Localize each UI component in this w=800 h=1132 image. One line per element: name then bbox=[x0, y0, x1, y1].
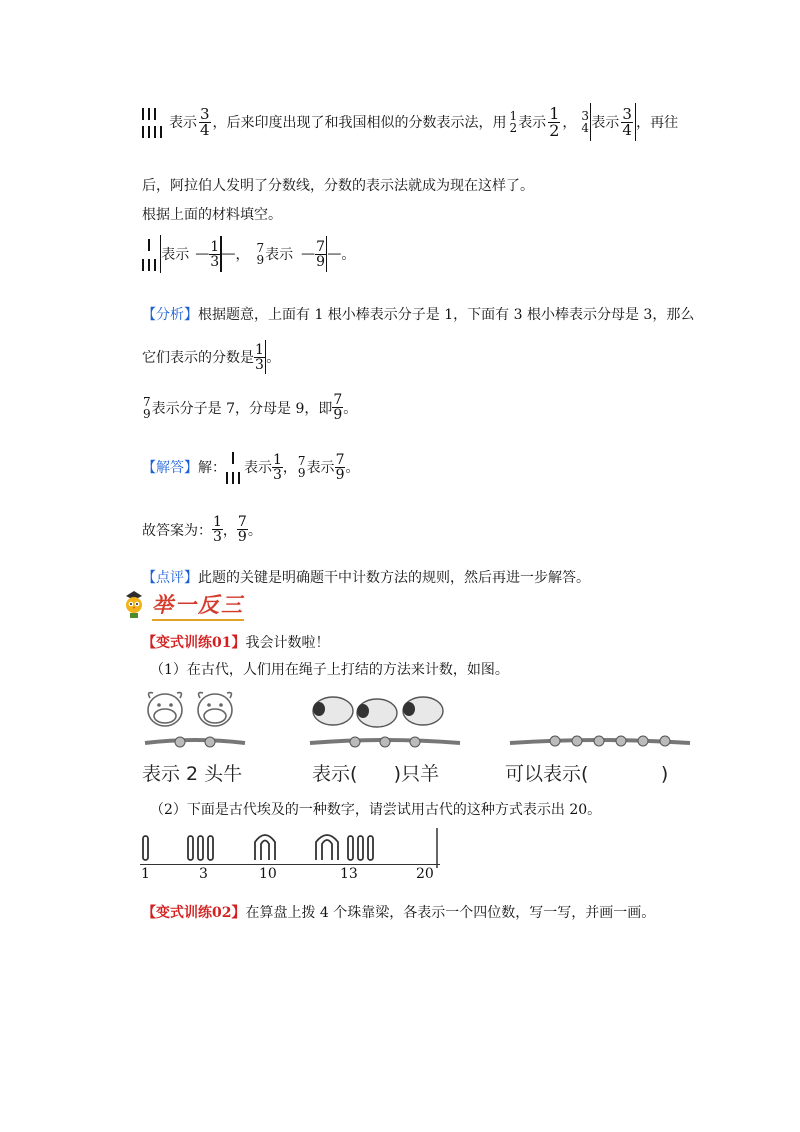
caption-cows: 表示 2 头牛 bbox=[142, 763, 243, 785]
line-2: 后，阿拉伯人发明了分数线，分数的表示法就成为现在这样了。 bbox=[142, 178, 534, 194]
analysis-line-1: 【分析】根据题意，上面有 1 根小棒表示分子是 1，下面有 3 根小棒表示分母是 3，那么 bbox=[142, 307, 695, 323]
exercise-1-q2: （2）下面是古代埃及的一种数字，请尝试用古代的这种方式表示出 20。 bbox=[150, 802, 602, 818]
caption-sheep: 表示( )只羊 bbox=[312, 763, 440, 785]
comment-tag: 【点评】 bbox=[142, 570, 198, 586]
section-title: 举一反三 bbox=[152, 589, 244, 621]
egyptian-numerals-figure bbox=[140, 828, 445, 883]
exercise-1-q1: （1）在古代，人们用在绳子上打结的方法来计数，如图。 bbox=[150, 662, 509, 678]
indian-fraction: 7 9 bbox=[256, 241, 265, 267]
line-3: 根据上面的材料填空。 bbox=[142, 207, 282, 223]
sheep-image bbox=[305, 685, 465, 755]
stick-numeral-1-over-3 bbox=[226, 450, 244, 484]
stick-numeral-3-over-4 bbox=[142, 106, 166, 138]
indian-fraction: 7 9 bbox=[297, 454, 306, 480]
solution-line: 【解答】 解： 表示 $\frac{1}{3}$ ， 7 9 表示 $\frac{7}{9}$ 。 bbox=[142, 451, 360, 483]
numeral-value: 1 bbox=[141, 866, 150, 882]
fraction: $\frac{1}{3}$ bbox=[255, 341, 264, 373]
section-header bbox=[120, 588, 244, 622]
knotted-rope-image bbox=[505, 685, 695, 755]
blank-fraction: $\frac{1}{3}$ bbox=[210, 238, 220, 270]
exercise-2-line: 【变式训练02】在算盘上拨 4 个珠靠梁，各表示一个四位数，写一写，并画一画。 bbox=[142, 905, 656, 921]
cows-image bbox=[140, 685, 250, 755]
indian-fraction: 7 9 bbox=[143, 394, 151, 421]
numeral-value: 10 bbox=[259, 866, 277, 882]
knot-counting-figure bbox=[140, 685, 695, 785]
exercise-2-tag: 【变式训练02】 bbox=[142, 905, 246, 921]
fraction: $\frac{1}{2}$ bbox=[549, 103, 560, 140]
caption-rope: 可以表示( ) bbox=[505, 763, 669, 785]
blank-fraction: $\frac{7}{9}$ bbox=[316, 238, 326, 270]
solution-tag: 【解答】 bbox=[142, 460, 198, 476]
exercise-1-tag: 【变式训练01】 bbox=[142, 635, 246, 651]
egyptian-numeral-values bbox=[140, 864, 440, 883]
egyptian-numeral-glyphs bbox=[140, 828, 440, 868]
analysis-tag: 【分析】 bbox=[142, 307, 198, 323]
indian-fraction: 3 4 bbox=[581, 109, 590, 135]
numeral-value: 13 bbox=[340, 866, 358, 882]
fraction: $\frac{7}{9}$ bbox=[237, 514, 247, 545]
line-1: 表示 $\frac{3}{4}$ ，后来印度出现了和我国相似的分数表示法，用 1 2 表示 $\frac{1}{2}$ ， 3 4 表示 $\frac{3}{4}$ ，再往 bbox=[142, 100, 678, 144]
fraction: $\frac{7}{9}$ bbox=[335, 451, 345, 483]
fraction: $\frac{3}{4}$ bbox=[200, 104, 210, 139]
fraction: $\frac{7}{9}$ bbox=[333, 392, 343, 423]
fraction: $\frac{3}{4}$ bbox=[622, 104, 632, 139]
fraction: $\frac{1}{3}$ bbox=[213, 514, 222, 545]
numeral-value: 20 bbox=[416, 866, 434, 882]
fill-in-line: 表示 — $\frac{1}{3}$ — ， 7 9 表示 — $\frac{7}{9}$ — 。 bbox=[142, 232, 355, 276]
indian-fraction: 1 2 bbox=[509, 109, 518, 135]
exercise-1-title: 【变式训练01】我会计数啦！ bbox=[142, 635, 330, 651]
comment-line: 【点评】此题的关键是明确题干中计数方法的规则，然后再进一步解答。 bbox=[142, 570, 590, 586]
fraction: $\frac{1}{3}$ bbox=[273, 451, 282, 483]
numeral-value: 3 bbox=[199, 866, 208, 882]
analysis-line-3: 7 9 表示分子是 7，分母是 9，即 $\frac{7}{9}$ 。 bbox=[143, 392, 358, 423]
stick-numeral-1-over-3 bbox=[142, 237, 160, 271]
analysis-line-2: 它们表示的分数是 $\frac{1}{3}$ 。 bbox=[142, 341, 281, 373]
owl-mascot-icon bbox=[120, 590, 148, 620]
answer-line: 故答案为： $\frac{1}{3}$ ， $\frac{7}{9}$ 。 bbox=[142, 514, 262, 545]
